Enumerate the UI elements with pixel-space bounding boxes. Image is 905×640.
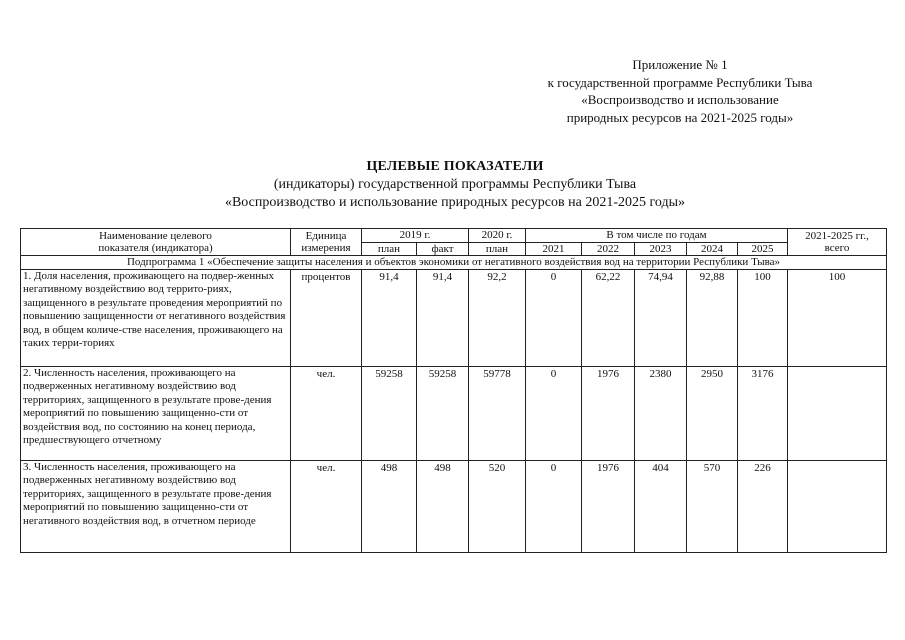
header-year-2025: 2025 [738,242,788,256]
header-by-years: В том числе по годам [526,229,788,243]
value-2024: 2950 [687,367,738,461]
header-total [788,229,887,256]
table-row [21,367,887,461]
value-plan-2019: 498 [362,461,417,553]
header-year-2024: 2024 [687,242,738,256]
appendix-line: Приложение № 1 [632,57,728,72]
value-fact-2019: 498 [417,461,469,553]
indicator-name: 2. Численность населения, проживающего на подверженных негативному воздействию вод территориях, защищенного в результате прове-дения мероприятий по повышению защищенно-сти от воздействия вод, по состоянию на конец периода, предшествующего отчетному [21,367,291,461]
header-total-line1: 2021-2025 гг., [805,229,869,242]
header-2020: 2020 г. [469,229,526,243]
title-subtitle-2: «Воспроизводство и использование природных ресурсов на 2021-2025 годы» [224,195,686,210]
appendix-line: природных ресурсов на 2021-2025 годы» [566,109,794,125]
header-plan-2019: план [362,242,417,256]
value-2022: 62,22 [582,270,635,367]
indicators-table [20,228,887,553]
indicator-unit: процентов [291,270,362,367]
indicator-unit: чел. [291,367,362,461]
value-2023: 404 [635,461,687,553]
value-2022: 1976 [582,367,635,461]
header-plan-2020: план [469,242,526,256]
value-2023: 74,94 [635,270,687,367]
value-2023: 2380 [635,367,687,461]
value-2021: 0 [526,270,582,367]
value-total [788,367,887,461]
header-name [21,229,291,256]
indicator-name: 1. Доля населения, проживающего на подвер-женных негативному воздействию вод террито-риях, защищенного в результате проведения мероприятий по повышению защищенности от негативного воздействия вод, в общем количе-стве населения, проживающего на таких терри-ториях [21,270,291,367]
indicator-unit: чел. [291,461,362,553]
header-unit-line2: измерения [301,242,351,254]
subprogram-row [21,256,887,270]
value-plan-2019: 91,4 [362,270,417,367]
value-2021: 0 [526,461,582,553]
value-total: 100 [788,270,887,367]
appendix-line: «Воспроизводство и использование [581,92,779,107]
appendix-note [470,56,890,126]
header-year-2023: 2023 [635,242,687,256]
document-title [20,158,890,212]
header-2019: 2019 г. [362,229,469,243]
value-2024: 570 [687,461,738,553]
subprogram-title: Подпрограмма 1 «Обеспечение защиты населения и объектов экономики от негативного воздействия вод на территории Республики Тыва» [21,256,887,270]
header-year-2021: 2021 [526,242,582,256]
value-2025: 3176 [738,367,788,461]
value-total [788,461,887,553]
table-row [21,270,887,367]
header-unit-line1: Единица [305,229,347,242]
title-main: ЦЕЛЕВЫЕ ПОКАЗАТЕЛИ [366,159,544,174]
header-year-2022: 2022 [582,242,635,256]
value-2025: 100 [738,270,788,367]
value-fact-2019: 59258 [417,367,469,461]
header-fact-2019: факт [417,242,469,256]
header-unit [291,229,362,256]
value-2022: 1976 [582,461,635,553]
value-plan-2020: 92,2 [469,270,526,367]
value-2024: 92,88 [687,270,738,367]
value-2025: 226 [738,461,788,553]
value-plan-2019: 59258 [362,367,417,461]
header-total-line2: всего [824,242,850,254]
appendix-line: к государственной программе Республики Тыва [547,74,813,90]
header-row-1 [21,229,887,243]
title-subtitle-1: (индикаторы) государственной программы Республики Тыва [273,177,637,192]
value-plan-2020: 59778 [469,367,526,461]
value-2021: 0 [526,367,582,461]
table-row [21,461,887,553]
value-plan-2020: 520 [469,461,526,553]
header-name-line1: Наименование целевого [99,229,212,242]
value-fact-2019: 91,4 [417,270,469,367]
indicator-name: 3. Численность населения, проживающего на подверженных негативному воздействию вод территориях, защищенного в результате прове-дения мероприятий по повышению защищенно-сти от негативного воздействия вод, в отчетном периоде [21,461,291,553]
header-name-line2: показателя (индикатора) [98,242,213,254]
